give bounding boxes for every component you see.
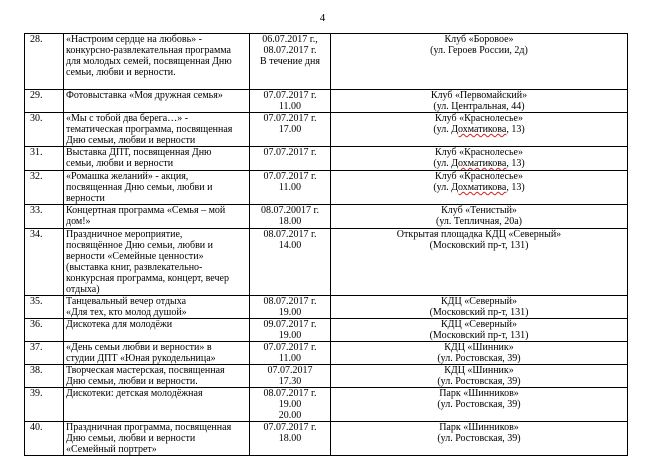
row-number: 28. [25, 34, 64, 90]
event-date-line: 14.00 [278, 240, 302, 251]
row-number: 33. [25, 205, 64, 229]
event-description-line: «Семейный портрет» [66, 444, 157, 455]
event-description-line: студии ДПТ «Юная рукодельница» [66, 353, 216, 364]
event-date-line: 08.07.2017 г. [263, 229, 317, 240]
event-date-line: 11.00 [278, 182, 302, 193]
event-date-line: 07.07.2017 г. [263, 422, 317, 433]
event-date-line: 07.07.2017 [267, 365, 313, 376]
spellcheck-underline: Дохматикова [451, 124, 507, 135]
spellcheck-underline: Дохматикова [451, 158, 507, 169]
event-date-line: 19.00 [278, 330, 302, 341]
event-date-line: 06.07.2017 г., [262, 34, 318, 45]
event-description-line: конкурсная программа, концерт, вечер [66, 273, 229, 284]
event-description-line: Праздничная программа, посвященная [66, 422, 232, 433]
event-place [331, 147, 628, 171]
table-row [25, 205, 628, 229]
event-place-line: (ул. Ростовская, 39) [437, 376, 521, 387]
event-date [250, 34, 331, 90]
event-description-line: (выставка книг, развлекательно- [66, 262, 203, 273]
event-date-line: 17.00 [278, 124, 302, 135]
event-description-line: Творческая мастерская, посвященная [66, 365, 225, 376]
event-place-line: (ул. Тепличная, 20а) [436, 216, 522, 227]
event-place-line: Парк «Шинников» [439, 388, 519, 399]
table-row [25, 388, 628, 422]
table-row [25, 147, 628, 171]
event-date-line: 11.00 [278, 101, 302, 112]
event-date [250, 205, 331, 229]
event-description-line: Выставка ДПТ, посвященная Дню [66, 147, 212, 158]
event-place-line: КДЦ «Северный» [441, 319, 517, 330]
event-description-line: Праздничное мероприятие, [66, 229, 183, 240]
event-place-line: (ул. Ростовская, 39) [437, 433, 521, 444]
row-number: 38. [25, 365, 64, 388]
event-place [331, 296, 628, 319]
event-place [331, 388, 628, 422]
event-date-line: 18.00 [278, 216, 302, 227]
event-description-line: отдыха) [66, 284, 100, 295]
event-description-line: семьи, любви и верности. [66, 67, 176, 78]
table-row [25, 229, 628, 296]
event-description-line: конкурсно-развлекательная программа [66, 45, 231, 56]
event-description-line: семьи, любви и верности [66, 158, 174, 169]
event-description-line: верности «Семейные ценности» [66, 251, 204, 262]
event-description [64, 34, 250, 90]
table-row [25, 319, 628, 342]
row-number: 40. [25, 422, 64, 456]
event-place-line: (Московский пр-т, 131) [429, 307, 529, 318]
event-description-line: посвященная Дню семьи, любви и [66, 182, 213, 193]
event-place-line: Клуб «Первомайский» [430, 90, 528, 101]
event-description-line: Дискотека для молодёжи [66, 319, 173, 330]
row-number: 37. [25, 342, 64, 365]
event-place-line: КДЦ «Шинник» [444, 365, 514, 376]
table-row [25, 113, 628, 147]
event-date-line: 08.07.20017 г. [261, 205, 319, 216]
table-row [25, 422, 628, 456]
event-description [64, 319, 250, 342]
table-row [25, 90, 628, 113]
event-date [250, 147, 331, 171]
event-description-line: Дню семьи, любви и верности [66, 433, 196, 444]
event-date [250, 319, 331, 342]
event-date-line: 19.00 [278, 399, 302, 410]
row-number: 36. [25, 319, 64, 342]
event-description [64, 342, 250, 365]
page-number: 4 [319, 12, 326, 24]
event-place-line: (ул. Ростовская, 39) [437, 399, 521, 410]
event-date-line: 07.07.2017 г. [263, 342, 317, 353]
event-date-line: 08.07.2017 г. [263, 296, 317, 307]
row-number: 29. [25, 90, 64, 113]
event-description [64, 90, 250, 113]
event-description-line: «День семьи любви и верности» в [66, 342, 212, 353]
event-date-line: 18.00 [278, 433, 302, 444]
event-description-line: Фотовыставка «Моя дружная семья» [66, 90, 223, 101]
event-description-line: верности [66, 193, 105, 204]
event-date-line: 08.07.2017 г. [263, 388, 317, 399]
row-number: 34. [25, 229, 64, 296]
event-place-line: Клуб «Краснолесье» [435, 147, 523, 158]
table-row [25, 342, 628, 365]
event-place-line: (ул. Героев России, 2д) [430, 45, 528, 56]
event-description [64, 205, 250, 229]
event-description [64, 113, 250, 147]
event-place-line: Клуб «Краснолесье» [435, 113, 523, 124]
event-place-line: КДЦ «Северный» [441, 296, 517, 307]
row-number: 32. [25, 171, 64, 205]
row-number: 35. [25, 296, 64, 319]
event-description-line: «Для тех, кто молод душой» [66, 307, 187, 318]
event-description-line: Дню семьи, любви и верности. [66, 376, 198, 387]
event-description-line: для молодых семей, посвященная Дню [66, 56, 232, 67]
event-place-line: Открытая площадка КДЦ «Северный» [396, 229, 562, 240]
event-description-line: тематическая программа, посвященная [66, 124, 233, 135]
event-place [331, 113, 628, 147]
row-number: 30. [25, 113, 64, 147]
event-description [64, 296, 250, 319]
event-place-line: (Московский пр-т, 131) [429, 240, 529, 251]
event-date-line: 08.07.2017 г. [263, 45, 317, 56]
event-date-line: 07.07.2017 г. [263, 113, 317, 124]
event-date [250, 365, 331, 388]
event-place [331, 90, 628, 113]
event-description [64, 229, 250, 296]
event-date-line: 11.00 [278, 353, 302, 364]
event-date-line: 19.00 [278, 307, 302, 318]
event-date [250, 229, 331, 296]
event-date [250, 342, 331, 365]
event-date-line: 07.07.2017 г. [263, 90, 317, 101]
row-number: 31. [25, 147, 64, 171]
event-description [64, 365, 250, 388]
event-place [331, 319, 628, 342]
event-place-line: (Московский пр-т, 131) [429, 330, 529, 341]
event-date [250, 171, 331, 205]
event-date [250, 296, 331, 319]
event-description-line: «Мы с тобой два берега…» - [66, 113, 189, 124]
event-place-line: (ул. Центральная, 44) [433, 101, 525, 112]
event-description [64, 422, 250, 456]
events-table [24, 33, 628, 456]
event-description-line: Концертная программа «Семья – мой [66, 205, 226, 216]
event-place [331, 342, 628, 365]
event-place [331, 365, 628, 388]
event-description-line: «Настроим сердце на любовь» - [66, 34, 202, 45]
event-date [250, 90, 331, 113]
event-place-line: Парк «Шинников» [439, 422, 519, 433]
event-place-line: (ул. Ростовская, 39) [437, 353, 521, 364]
event-place-line: Клуб «Боровое» [444, 34, 514, 45]
event-place [331, 229, 628, 296]
event-description-line: Дню семьи, любви и верности [66, 135, 196, 146]
event-place [331, 171, 628, 205]
event-description-line: «Ромашка желаний» - акция, [66, 171, 189, 182]
event-description [64, 388, 250, 422]
table-row [25, 296, 628, 319]
spellcheck-underline: Дохматикова [451, 182, 507, 193]
event-place [331, 34, 628, 90]
event-place [331, 205, 628, 229]
event-date-line: 20.00 [278, 410, 302, 421]
table-row [25, 365, 628, 388]
event-date [250, 422, 331, 456]
event-place-line: (ул. Дохматикова, 13) [433, 182, 525, 193]
event-place-line: (ул. Дохматикова, 13) [433, 124, 525, 135]
event-date-line: В течение дня [260, 56, 320, 67]
event-date-line: 07.07.2017 г. [263, 171, 317, 182]
event-description-line: Дискотеки: детская молодёжная [66, 388, 203, 399]
event-place-line: (ул. Дохматикова, 13) [433, 158, 525, 169]
event-place [331, 422, 628, 456]
table-row [25, 171, 628, 205]
event-description-line: дом!» [66, 216, 91, 227]
event-date-line: 17.30 [278, 376, 302, 387]
event-description-line: Танцевальный вечер отдыха [66, 296, 187, 307]
event-date [250, 388, 331, 422]
event-place-line: Клуб «Краснолесье» [435, 171, 523, 182]
event-description-line: посвящённое Дню семьи, любви и [66, 240, 213, 251]
event-description [64, 147, 250, 171]
row-number: 39. [25, 388, 64, 422]
event-place-line: Клуб «Тенистый» [441, 205, 517, 216]
event-date-line: 09.07.2017 г. [263, 319, 317, 330]
event-date-line: 07.07.2017 г. [263, 147, 317, 158]
event-description [64, 171, 250, 205]
table-row [25, 34, 628, 90]
event-place-line: КДЦ «Шинник» [444, 342, 514, 353]
event-date [250, 113, 331, 147]
